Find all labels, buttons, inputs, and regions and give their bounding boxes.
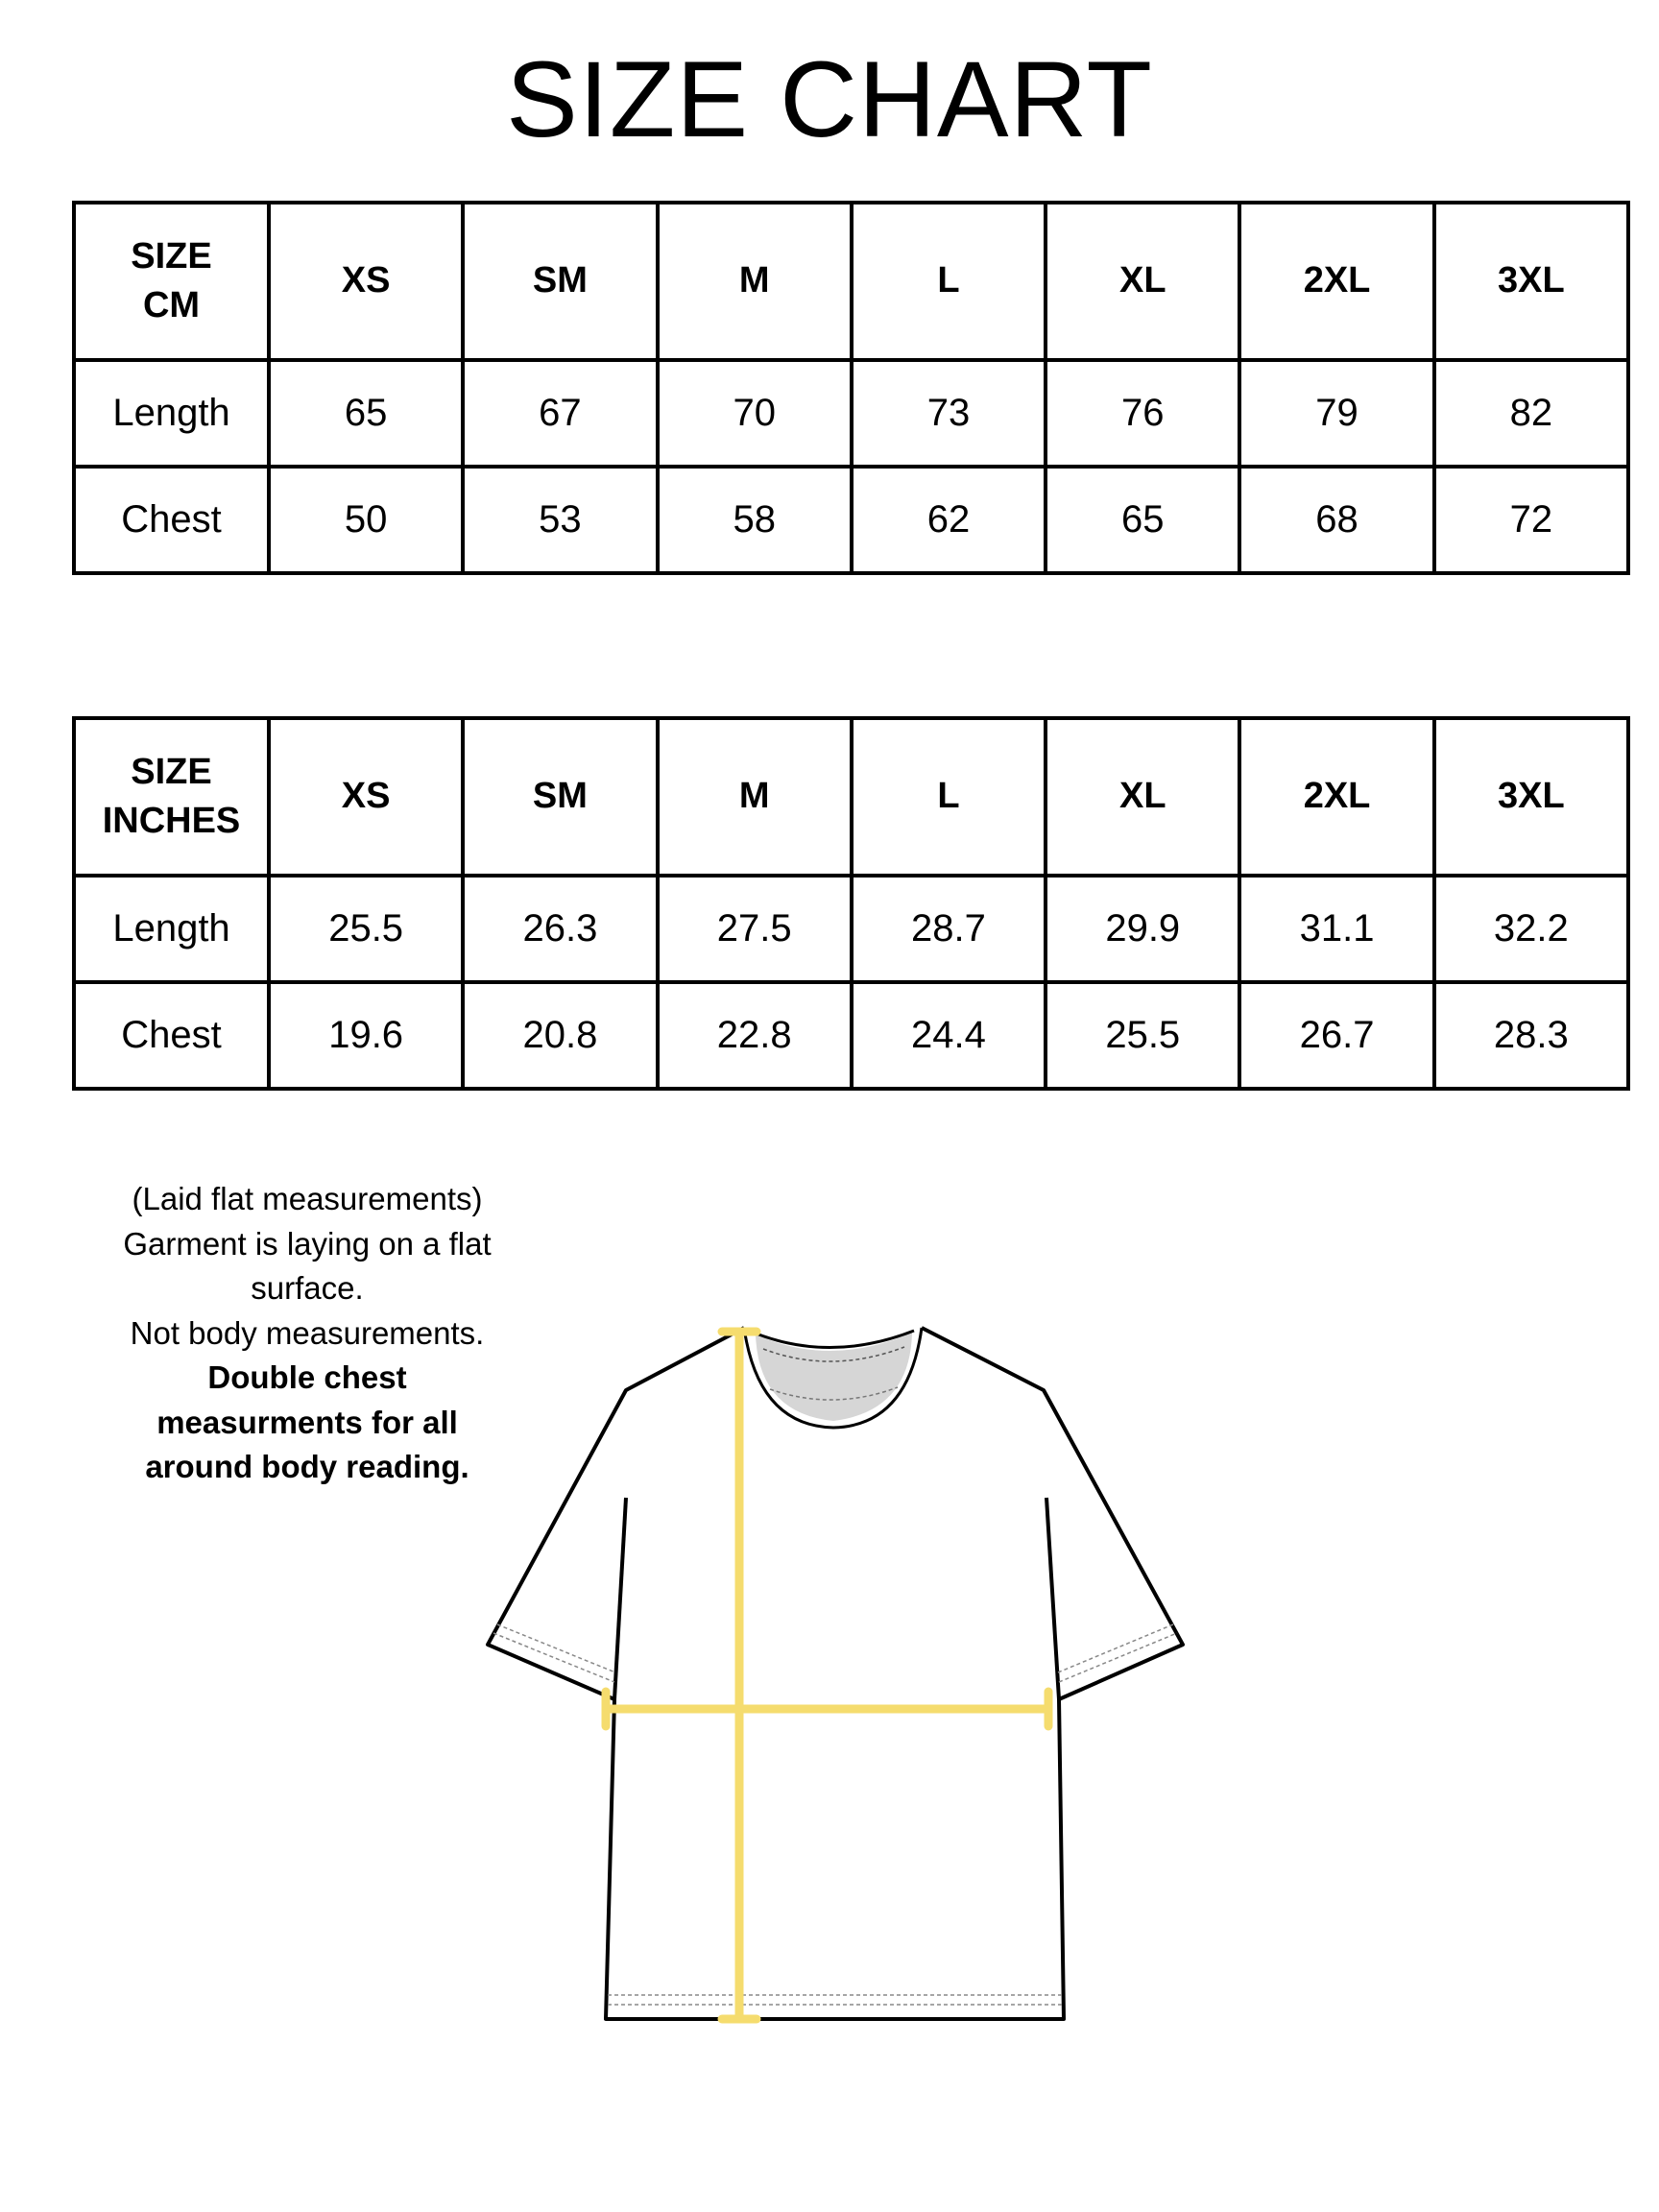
- table-cell: 24.4: [852, 982, 1046, 1089]
- size-header-2xl: 2XL: [1239, 718, 1433, 876]
- table-cell: 22.8: [658, 982, 852, 1089]
- size-header-3xl: 3XL: [1434, 203, 1628, 360]
- note-bold-line: around body reading.: [145, 1449, 469, 1484]
- page-title: SIZE CHART: [506, 39, 1153, 159]
- table-cell: 70: [658, 360, 852, 467]
- table-cell: 67: [463, 360, 657, 467]
- header-label-unit: CM: [142, 285, 201, 325]
- note-line: surface.: [251, 1270, 364, 1306]
- table-cell: 25.5: [269, 876, 463, 982]
- row-label: Length: [74, 876, 269, 982]
- size-header-xl: XL: [1046, 203, 1239, 360]
- bottom-hem-stitch: [608, 1995, 1062, 2005]
- note-line: Not body measurements.: [130, 1314, 485, 1351]
- header-label-size: SIZE: [131, 235, 212, 276]
- note-bold-line: Double chest: [207, 1359, 407, 1395]
- row-label: Length: [74, 360, 269, 467]
- table-cell: 82: [1434, 360, 1628, 467]
- table-cell: 27.5: [658, 876, 852, 982]
- table-cell: 65: [1046, 467, 1239, 573]
- size-header-sm: SM: [463, 718, 657, 876]
- header-label-size: SIZE: [131, 751, 212, 792]
- table-cell: 68: [1239, 467, 1433, 573]
- table-cell: 28.7: [852, 876, 1046, 982]
- table-cell: 19.6: [269, 982, 463, 1089]
- note-line: (Laid flat measurements): [132, 1181, 483, 1216]
- table-cell: 73: [852, 360, 1046, 467]
- table-cell: 79: [1239, 360, 1433, 467]
- size-header-l: L: [852, 203, 1046, 360]
- size-header-m: M: [658, 203, 852, 360]
- row-label: Chest: [74, 467, 269, 573]
- table-cell: 58: [658, 467, 852, 573]
- size-header-xs: XS: [269, 718, 463, 876]
- note-bold-line: measurments for all: [156, 1404, 458, 1440]
- row-label: Chest: [74, 982, 269, 1089]
- table-cell: 62: [852, 467, 1046, 573]
- armhole-left: [614, 1498, 626, 1699]
- table-cell: 50: [269, 467, 463, 573]
- chest-measure-line: [606, 1692, 1048, 1726]
- table-cell: 65: [269, 360, 463, 467]
- table-cell: 31.1: [1239, 876, 1433, 982]
- table-cell: 26.3: [463, 876, 657, 982]
- table-cell: 76: [1046, 360, 1239, 467]
- armhole-right: [1046, 1498, 1059, 1699]
- table-cell: 25.5: [1046, 982, 1239, 1089]
- size-header-xs: XS: [269, 203, 463, 360]
- table-cell: 53: [463, 467, 657, 573]
- table-cell: 28.3: [1434, 982, 1628, 1089]
- table-cell: 32.2: [1434, 876, 1628, 982]
- length-measure-line: [722, 1332, 757, 2019]
- table-cell: 26.7: [1239, 982, 1433, 1089]
- table-cell: 72: [1434, 467, 1628, 573]
- size-header-sm: SM: [463, 203, 657, 360]
- size-header-3xl: 3XL: [1434, 718, 1628, 876]
- size-header-l: L: [852, 718, 1046, 876]
- size-header-2xl: 2XL: [1239, 203, 1433, 360]
- header-label-unit: INCHES: [102, 801, 241, 841]
- size-header-m: M: [658, 718, 852, 876]
- note-line: Garment is laying on a flat: [123, 1225, 492, 1262]
- table-cell: 20.8: [463, 982, 657, 1089]
- size-header-xl: XL: [1046, 718, 1239, 876]
- table-cell: 29.9: [1046, 876, 1239, 982]
